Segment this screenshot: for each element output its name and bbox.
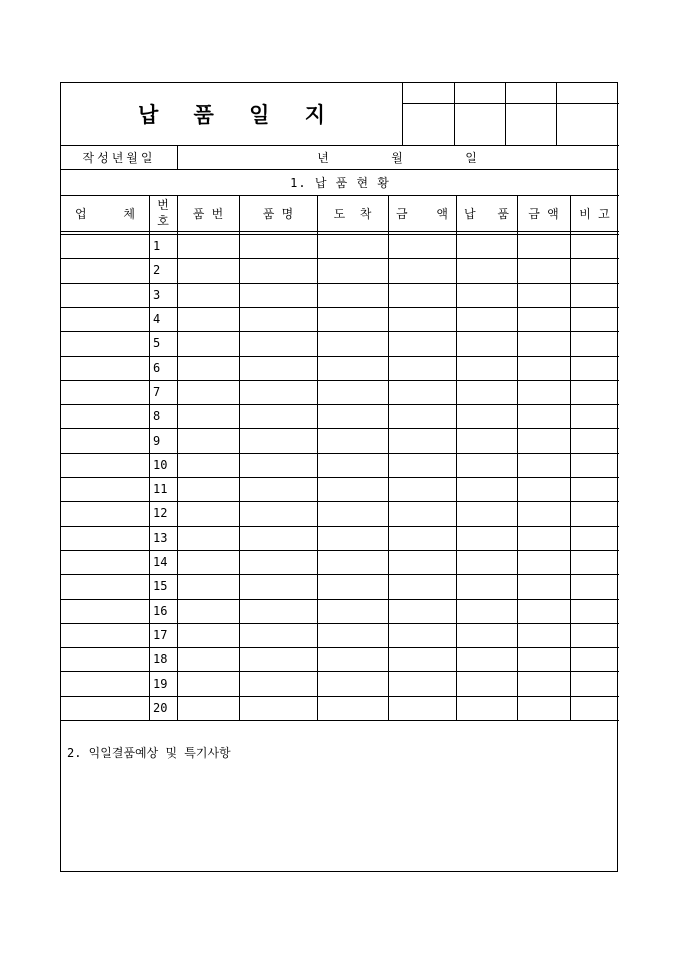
divider	[61, 720, 619, 721]
row-line	[61, 428, 619, 429]
header-amount-2: 금 액	[528, 206, 559, 221]
row-line	[61, 380, 619, 381]
row-number: 4	[153, 312, 161, 327]
column-line	[517, 195, 518, 720]
row-number: 14	[153, 555, 168, 570]
row-line	[61, 623, 619, 624]
approval-box-divider	[402, 103, 619, 104]
row-number: 9	[153, 433, 161, 448]
row-number: 10	[153, 457, 168, 472]
row-number: 7	[153, 384, 161, 399]
approval-box-divider	[556, 83, 557, 145]
form-title: 납 품 일 지	[137, 102, 340, 127]
row-line	[61, 331, 619, 332]
approval-box-divider	[454, 83, 455, 145]
column-line	[456, 195, 457, 720]
header-item-name: 품 명	[262, 206, 294, 221]
row-line	[61, 696, 619, 697]
column-line	[317, 195, 318, 720]
section-1-heading: 1. 납 품 현 황	[290, 175, 390, 190]
row-line	[61, 453, 619, 454]
row-line	[61, 307, 619, 308]
header-double-line	[61, 234, 619, 235]
section-2-heading: 2. 익일결품예상 및 특기사항	[67, 746, 231, 760]
row-number: 1	[153, 239, 161, 254]
header-arrival: 도 착	[333, 206, 372, 221]
row-number: 17	[153, 627, 168, 642]
row-line	[61, 356, 619, 357]
row-number: 13	[153, 530, 168, 545]
column-line	[570, 195, 571, 720]
row-number: 3	[153, 287, 161, 302]
row-number: 12	[153, 506, 168, 521]
header-amount-part-a: 금	[396, 206, 408, 221]
row-line	[61, 477, 619, 478]
row-number: 18	[153, 652, 168, 667]
row-line	[61, 550, 619, 551]
header-company-part-b: 체	[123, 206, 135, 221]
approval-box-divider	[402, 83, 403, 145]
row-number: 15	[153, 579, 168, 594]
row-line	[61, 404, 619, 405]
month-label: 월	[391, 150, 403, 165]
row-number: 2	[153, 263, 161, 278]
column-line	[177, 195, 178, 720]
header-company-part-a: 업	[75, 206, 87, 221]
row-number: 11	[153, 482, 168, 497]
header-company	[61, 195, 149, 231]
row-line	[61, 647, 619, 648]
approval-box-divider	[505, 83, 506, 145]
written-date-label: 작성년월일	[82, 150, 156, 165]
row-number: 19	[153, 676, 168, 691]
column-line	[239, 195, 240, 720]
row-number: 6	[153, 360, 161, 375]
header-delivery-part-a: 납	[464, 206, 476, 221]
row-line	[61, 599, 619, 600]
divider	[177, 145, 178, 169]
row-line	[61, 574, 619, 575]
row-number: 8	[153, 409, 161, 424]
header-double-line	[61, 231, 619, 232]
header-delivery-part-b: 품	[497, 206, 509, 221]
header-number-part-a: 번	[157, 198, 169, 212]
column-line	[388, 195, 389, 720]
row-number: 16	[153, 603, 168, 618]
row-line	[61, 283, 619, 284]
year-label: 년	[317, 150, 329, 165]
header-delivery	[456, 195, 517, 231]
day-label: 일	[465, 150, 477, 165]
row-line	[61, 501, 619, 502]
header-number	[149, 195, 177, 231]
row-number: 20	[153, 700, 168, 715]
header-amount-part-b: 액	[436, 206, 448, 221]
header-item-no: 품 번	[192, 206, 224, 221]
header-amount	[388, 195, 456, 231]
header-number-part-b: 호	[157, 214, 169, 228]
row-line	[61, 671, 619, 672]
header-remarks: 비 고	[579, 206, 610, 221]
delivery-log-form	[60, 82, 618, 872]
row-line	[61, 258, 619, 259]
row-line	[61, 526, 619, 527]
row-number: 5	[153, 336, 161, 351]
